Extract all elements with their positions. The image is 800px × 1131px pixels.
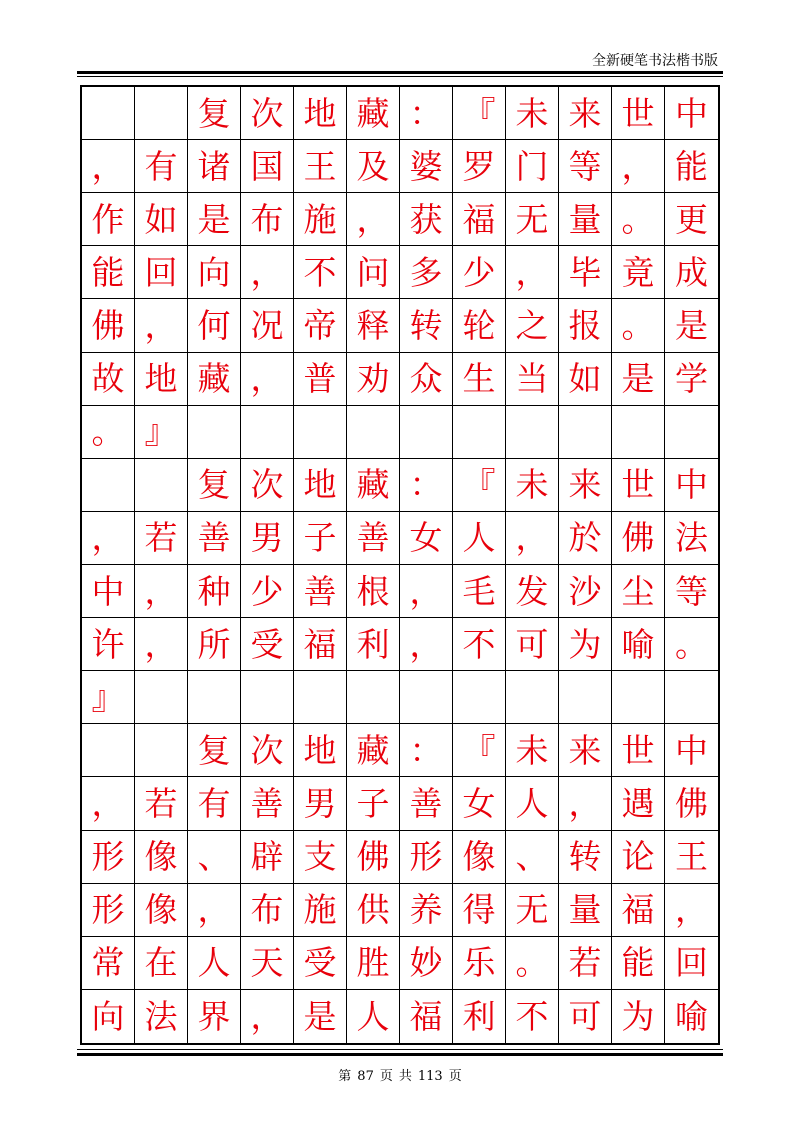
- grid-cell: 人: [453, 512, 506, 565]
- grid-cell: [82, 87, 135, 140]
- grid-cell: [665, 671, 718, 724]
- grid-cell: 及: [347, 140, 400, 193]
- grid-cell: [453, 671, 506, 724]
- grid-cell: 男: [241, 512, 294, 565]
- grid-cell: [400, 671, 453, 724]
- grid-cell: ，: [188, 884, 241, 937]
- grid-cell: 。: [82, 406, 135, 459]
- grid-cell: [453, 406, 506, 459]
- grid-cell: 能: [665, 140, 718, 193]
- grid-cell: ，: [82, 777, 135, 830]
- grid-cell: 多: [400, 246, 453, 299]
- grid-cell: 人: [347, 990, 400, 1043]
- grid-cell: 劝: [347, 353, 400, 406]
- grid-cell: ，: [135, 618, 188, 671]
- grid-cell: 轮: [453, 299, 506, 352]
- grid-cell: 所: [188, 618, 241, 671]
- footer-rule-thin: [77, 1049, 723, 1050]
- grid-cell: 形: [82, 831, 135, 884]
- grid-cell: 回: [135, 246, 188, 299]
- grid-cell: [347, 671, 400, 724]
- grid-cell: 等: [559, 140, 612, 193]
- grid-cell: 福: [612, 884, 665, 937]
- grid-cell: 为: [559, 618, 612, 671]
- grid-cell: 喻: [612, 618, 665, 671]
- grid-cell: [241, 671, 294, 724]
- grid-cell: 形: [400, 831, 453, 884]
- grid-cell: 可: [559, 990, 612, 1043]
- grid-cell: 福: [400, 990, 453, 1043]
- grid-cell: 有: [188, 777, 241, 830]
- grid-cell: 竟: [612, 246, 665, 299]
- grid-cell: [506, 406, 559, 459]
- grid-cell: 来: [559, 724, 612, 777]
- grid-cell: 中: [665, 459, 718, 512]
- grid-cell: [506, 671, 559, 724]
- grid-cell: [188, 671, 241, 724]
- grid-cell: 养: [400, 884, 453, 937]
- grid-cell: 释: [347, 299, 400, 352]
- grid-cell: 如: [559, 353, 612, 406]
- grid-cell: 帝: [294, 299, 347, 352]
- header-rule-thin: [77, 76, 723, 77]
- grid-cell: 福: [453, 193, 506, 246]
- grid-cell: 形: [82, 884, 135, 937]
- grid-cell: 中: [82, 565, 135, 618]
- grid-cell: 报: [559, 299, 612, 352]
- grid-cell: 妙: [400, 937, 453, 990]
- grid-cell: 善: [400, 777, 453, 830]
- grid-cell: 普: [294, 353, 347, 406]
- grid-cell: 来: [559, 459, 612, 512]
- footer-di: 第: [338, 1069, 352, 1084]
- grid-cell: 人: [188, 937, 241, 990]
- grid-cell: 未: [506, 87, 559, 140]
- grid-cell: 喻: [675, 996, 708, 1036]
- footer-rule-thick: [77, 1053, 723, 1056]
- grid-cell: [294, 671, 347, 724]
- grid-cell: 若: [135, 777, 188, 830]
- grid-cell: [559, 406, 612, 459]
- grid-cell: 天: [241, 937, 294, 990]
- grid-cell: 女: [453, 777, 506, 830]
- footer-gong: 共: [398, 1069, 412, 1084]
- grid-cell: 不: [506, 990, 559, 1043]
- grid-cell: 少: [453, 246, 506, 299]
- grid-cell: 王: [294, 140, 347, 193]
- grid-cell: [400, 406, 453, 459]
- grid-cell: 像: [135, 831, 188, 884]
- footer-total-pages: 113: [417, 1069, 443, 1084]
- grid-cell: 地: [294, 459, 347, 512]
- grid-cell: 佛: [82, 299, 135, 352]
- grid-cell: ，: [506, 246, 559, 299]
- grid-cell: 是: [665, 299, 718, 352]
- grid-cell: 乐: [453, 937, 506, 990]
- grid-cell: 地: [294, 724, 347, 777]
- grid-cell: 作: [82, 193, 135, 246]
- grid-cell: 地: [294, 87, 347, 140]
- grid-cell: 复: [188, 724, 241, 777]
- grid-cell: 根: [347, 565, 400, 618]
- grid-cell: [347, 406, 400, 459]
- grid-cell: 更: [665, 193, 718, 246]
- grid-cell: 法: [665, 512, 718, 565]
- grid-cell: [135, 724, 188, 777]
- grid-cell: ，: [400, 618, 453, 671]
- grid-cell: 施: [294, 884, 347, 937]
- grid-cell: 地: [135, 353, 188, 406]
- grid-cell: 世: [612, 459, 665, 512]
- calligraphy-grid: [80, 85, 720, 1045]
- grid-cell: 世: [612, 87, 665, 140]
- grid-cell: 子: [347, 777, 400, 830]
- grid-cell: [135, 459, 188, 512]
- grid-cell: 国: [241, 140, 294, 193]
- grid-cell: 回: [665, 937, 718, 990]
- grid-cell: [612, 406, 665, 459]
- grid-cell: 婆: [400, 140, 453, 193]
- grid-cell: 量: [559, 884, 612, 937]
- grid-cell: 善: [188, 512, 241, 565]
- grid-cell: 辟: [241, 831, 294, 884]
- grid-cell: 次: [241, 87, 294, 140]
- grid-cell: 罗: [453, 140, 506, 193]
- grid-cell: ，: [135, 565, 188, 618]
- grid-cell: 』: [135, 406, 188, 459]
- grid-cell: 无: [506, 193, 559, 246]
- grid-cell: 次: [241, 724, 294, 777]
- grid-cell: 有: [135, 140, 188, 193]
- grid-cell: 像: [135, 884, 188, 937]
- grid-cell: 』: [82, 671, 135, 724]
- grid-cell: 众: [400, 353, 453, 406]
- grid-cell: 善: [347, 512, 400, 565]
- grid-cell: [559, 671, 612, 724]
- grid-cell: 等: [665, 565, 718, 618]
- grid-cell: 『: [453, 87, 506, 140]
- grid-cell: ，: [241, 353, 294, 406]
- grid-cell: ，: [82, 140, 135, 193]
- grid-cell: 善: [241, 777, 294, 830]
- grid-cell: [665, 406, 718, 459]
- grid-cell: 未: [506, 724, 559, 777]
- grid-cell: 福: [294, 618, 347, 671]
- grid-cell: 诸: [188, 140, 241, 193]
- grid-cell: 之: [506, 299, 559, 352]
- grid-cell: 向: [188, 246, 241, 299]
- grid-cell: 可: [506, 618, 559, 671]
- grid-cell: ，: [506, 512, 559, 565]
- grid-cell: 世: [612, 724, 665, 777]
- grid-cell: 次: [241, 459, 294, 512]
- grid-cell: 不: [294, 246, 347, 299]
- grid-cell: 是: [188, 193, 241, 246]
- grid-cell: ：: [400, 87, 453, 140]
- grid-cell: 无: [506, 884, 559, 937]
- grid-cell: 是: [294, 990, 347, 1043]
- grid-cell: 『: [453, 459, 506, 512]
- grid-cell: 论: [612, 831, 665, 884]
- grid-cell: 男: [294, 777, 347, 830]
- grid-cell: ：: [400, 724, 453, 777]
- grid-cell: 生: [453, 353, 506, 406]
- grid-cell: 况: [241, 299, 294, 352]
- grid-cell: 中: [665, 87, 718, 140]
- grid-cell: 如: [135, 193, 188, 246]
- grid-cell: 未: [506, 459, 559, 512]
- grid-cell: 当: [506, 353, 559, 406]
- grid-cell: 常: [82, 937, 135, 990]
- grid-cell: 藏: [347, 87, 400, 140]
- grid-cell: 受: [241, 618, 294, 671]
- grid-cell: 为: [612, 990, 665, 1043]
- grid-cell: 。: [612, 193, 665, 246]
- grid-cell: [135, 87, 188, 140]
- grid-cell: [82, 459, 135, 512]
- grid-cell: 若: [135, 512, 188, 565]
- grid-cell: 何: [188, 299, 241, 352]
- grid-cell: 胜: [347, 937, 400, 990]
- grid-cell: 毕: [559, 246, 612, 299]
- grid-cell: 布: [241, 193, 294, 246]
- grid-cell: 佛: [665, 777, 718, 830]
- grid-cell: 。: [506, 937, 559, 990]
- grid-cell: ，: [241, 246, 294, 299]
- grid-cell: 子: [294, 512, 347, 565]
- footer-ye2: 页: [448, 1069, 462, 1084]
- grid-cell: ，: [135, 299, 188, 352]
- grid-cell: 复: [188, 459, 241, 512]
- grid-cell: 遇: [612, 777, 665, 830]
- grid-cell: 得: [453, 884, 506, 937]
- grid-cell: 向: [82, 990, 135, 1043]
- grid-cell: 能: [82, 246, 135, 299]
- grid-cell: 尘: [612, 565, 665, 618]
- grid-cell: 。: [612, 299, 665, 352]
- grid-cell: ，: [665, 884, 718, 937]
- grid-cell: 若: [559, 937, 612, 990]
- header-title: 全新硬笔书法楷书版: [592, 53, 718, 69]
- grid-cell: 来: [559, 87, 612, 140]
- grid-cell: ，: [400, 565, 453, 618]
- header-rule-thick: [77, 71, 723, 74]
- grid-cell: 问: [347, 246, 400, 299]
- grid-cell: 人: [506, 777, 559, 830]
- grid-cell: 少: [241, 565, 294, 618]
- grid-cell: 复: [188, 87, 241, 140]
- grid-cell: 许: [82, 618, 135, 671]
- grid-cell: 、: [506, 831, 559, 884]
- grid-cell: 利: [347, 618, 400, 671]
- footer-page-number: 87: [357, 1069, 374, 1084]
- grid-cell: 、: [188, 831, 241, 884]
- grid-cell: ，: [612, 140, 665, 193]
- grid-cell: 在: [135, 937, 188, 990]
- grid-cell: 学: [665, 353, 718, 406]
- grid-cell: 门: [506, 140, 559, 193]
- page-footer: [0, 1065, 800, 1084]
- grid-cell: ：: [400, 459, 453, 512]
- grid-cell: 藏: [347, 459, 400, 512]
- grid-cell: ，: [347, 193, 400, 246]
- grid-cell: [82, 724, 135, 777]
- grid-cell: 界: [188, 990, 241, 1043]
- grid-cell: 是: [612, 353, 665, 406]
- grid-cell: [612, 671, 665, 724]
- grid-cell: ，: [559, 777, 612, 830]
- grid-cell: [294, 406, 347, 459]
- grid-cell: 女: [400, 512, 453, 565]
- grid-cell: 毛: [453, 565, 506, 618]
- grid-cell: 发: [506, 565, 559, 618]
- grid-cell: 『: [453, 724, 506, 777]
- grid-cell: 利: [453, 990, 506, 1043]
- grid-cell: 能: [612, 937, 665, 990]
- grid-cell: 转: [559, 831, 612, 884]
- grid-cell: 藏: [188, 353, 241, 406]
- grid-cell: 於: [559, 512, 612, 565]
- grid-cell: ，: [241, 990, 294, 1043]
- grid-cell: 获: [400, 193, 453, 246]
- grid-cell: 。: [665, 618, 718, 671]
- grid-cell: 布: [241, 884, 294, 937]
- grid-cell: 藏: [347, 724, 400, 777]
- footer-ye: 页: [379, 1069, 393, 1084]
- grid-cell: 故: [82, 353, 135, 406]
- grid-cell: 像: [453, 831, 506, 884]
- grid-cell: 王: [665, 831, 718, 884]
- grid-cell: 中: [665, 724, 718, 777]
- grid-cell: 施: [294, 193, 347, 246]
- grid-cell: 量: [559, 193, 612, 246]
- grid-cell: [135, 671, 188, 724]
- grid-cell: 沙: [559, 565, 612, 618]
- grid-cell: 受: [294, 937, 347, 990]
- grid-cell: 供: [347, 884, 400, 937]
- grid-cell: [188, 406, 241, 459]
- grid-cell: ，: [82, 512, 135, 565]
- grid-cell: 佛: [612, 512, 665, 565]
- grid-cell: 善: [294, 565, 347, 618]
- grid-cell: 佛: [347, 831, 400, 884]
- grid-cell: 种: [188, 565, 241, 618]
- grid-cell: 转: [400, 299, 453, 352]
- grid-cell: 成: [665, 246, 718, 299]
- grid-cell: 不: [453, 618, 506, 671]
- grid-cell: 支: [294, 831, 347, 884]
- grid-cell: [241, 406, 294, 459]
- grid-cell: 法: [135, 990, 188, 1043]
